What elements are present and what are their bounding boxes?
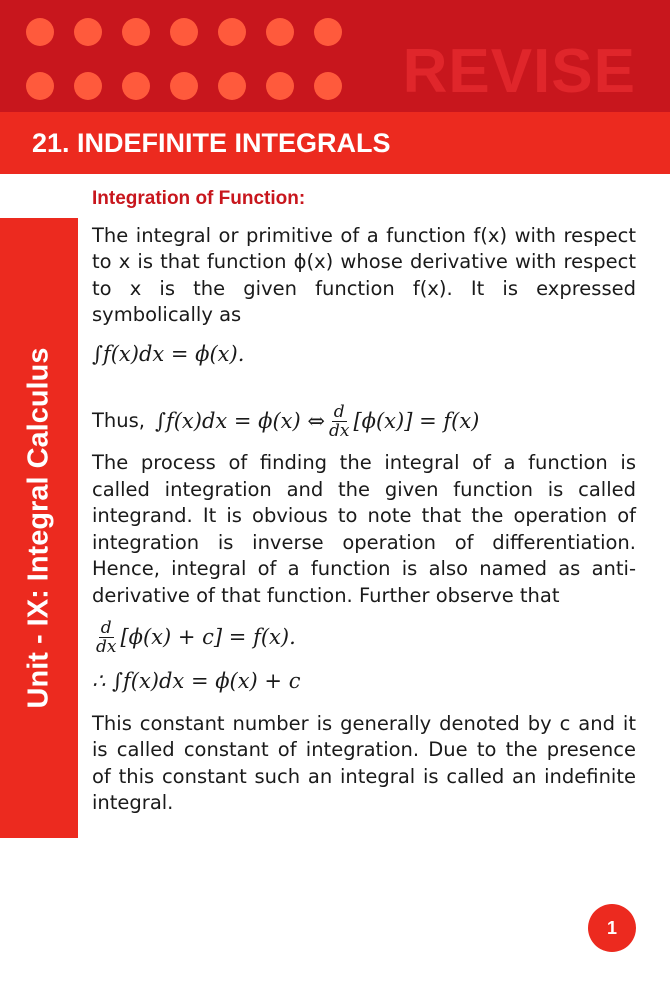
dot-icon bbox=[266, 18, 294, 46]
section-heading: Integration of Function: bbox=[92, 188, 306, 209]
equation-derivative-constant bbox=[92, 619, 636, 656]
fraction-numerator: d bbox=[333, 402, 345, 422]
chapter-title: 21. INDEFINITE INTEGRALS bbox=[32, 127, 391, 158]
paragraph-process: The process of finding the integral of a function is called integration and the given function is called integrand. It is obvious to note that the operation of integration is inverse operation of differentiation. Hence, integral of a function is also named as anti-derivative of that function. Further observe that bbox=[92, 451, 636, 607]
equation-right: [ϕ(x) + c] = f(x). bbox=[120, 625, 296, 650]
dot-icon bbox=[218, 72, 246, 100]
page-number: 1 bbox=[588, 904, 636, 952]
chapter-title-band bbox=[0, 112, 670, 174]
main-content bbox=[92, 186, 636, 817]
derivative-fraction bbox=[94, 619, 118, 656]
brand-word: REVISE bbox=[402, 37, 636, 106]
paragraph-constant: This constant number is generally denoted by c and it is called constant of integration. Due to the presence of this constant such an integral is called an indefinite integral. bbox=[92, 711, 636, 814]
dot-icon bbox=[74, 72, 102, 100]
equation-integral: ∫f(x)dx = ϕ(x). bbox=[92, 341, 245, 366]
dot-icon bbox=[170, 18, 198, 46]
fraction-numerator: d bbox=[100, 618, 112, 638]
dot-icon bbox=[314, 72, 342, 100]
derivative-fraction bbox=[327, 403, 351, 440]
equation-right: [ϕ(x)] = f(x) bbox=[353, 409, 480, 434]
dot-icon bbox=[266, 72, 294, 100]
fraction-denominator: dx bbox=[329, 421, 350, 441]
equation-left: ∫f(x)dx = ϕ(x) ⇔ bbox=[155, 409, 325, 434]
dot-icon bbox=[170, 72, 198, 100]
dot-icon bbox=[74, 18, 102, 46]
equation-equivalence bbox=[92, 403, 636, 440]
dot-icon bbox=[122, 72, 150, 100]
equation-label: Thus, bbox=[92, 409, 145, 433]
paragraph-definition: The integral or primitive of a function f(x) with respect to x is that function ϕ(x) whose derivative with respect to x is the given function f(x). It is expressed symbolically as bbox=[92, 223, 636, 326]
fraction-denominator: dx bbox=[96, 637, 117, 657]
side-tab-label: Unit - IX: Integral Calculus bbox=[22, 347, 55, 709]
header-band bbox=[0, 0, 670, 112]
decorative-dots bbox=[26, 18, 342, 126]
dot-icon bbox=[218, 18, 246, 46]
dot-icon bbox=[26, 18, 54, 46]
equation-integral-constant: ∴ ∫f(x)dx = ϕ(x) + c bbox=[92, 669, 301, 693]
dot-icon bbox=[26, 72, 54, 100]
dot-icon bbox=[122, 18, 150, 46]
dot-icon bbox=[314, 18, 342, 46]
